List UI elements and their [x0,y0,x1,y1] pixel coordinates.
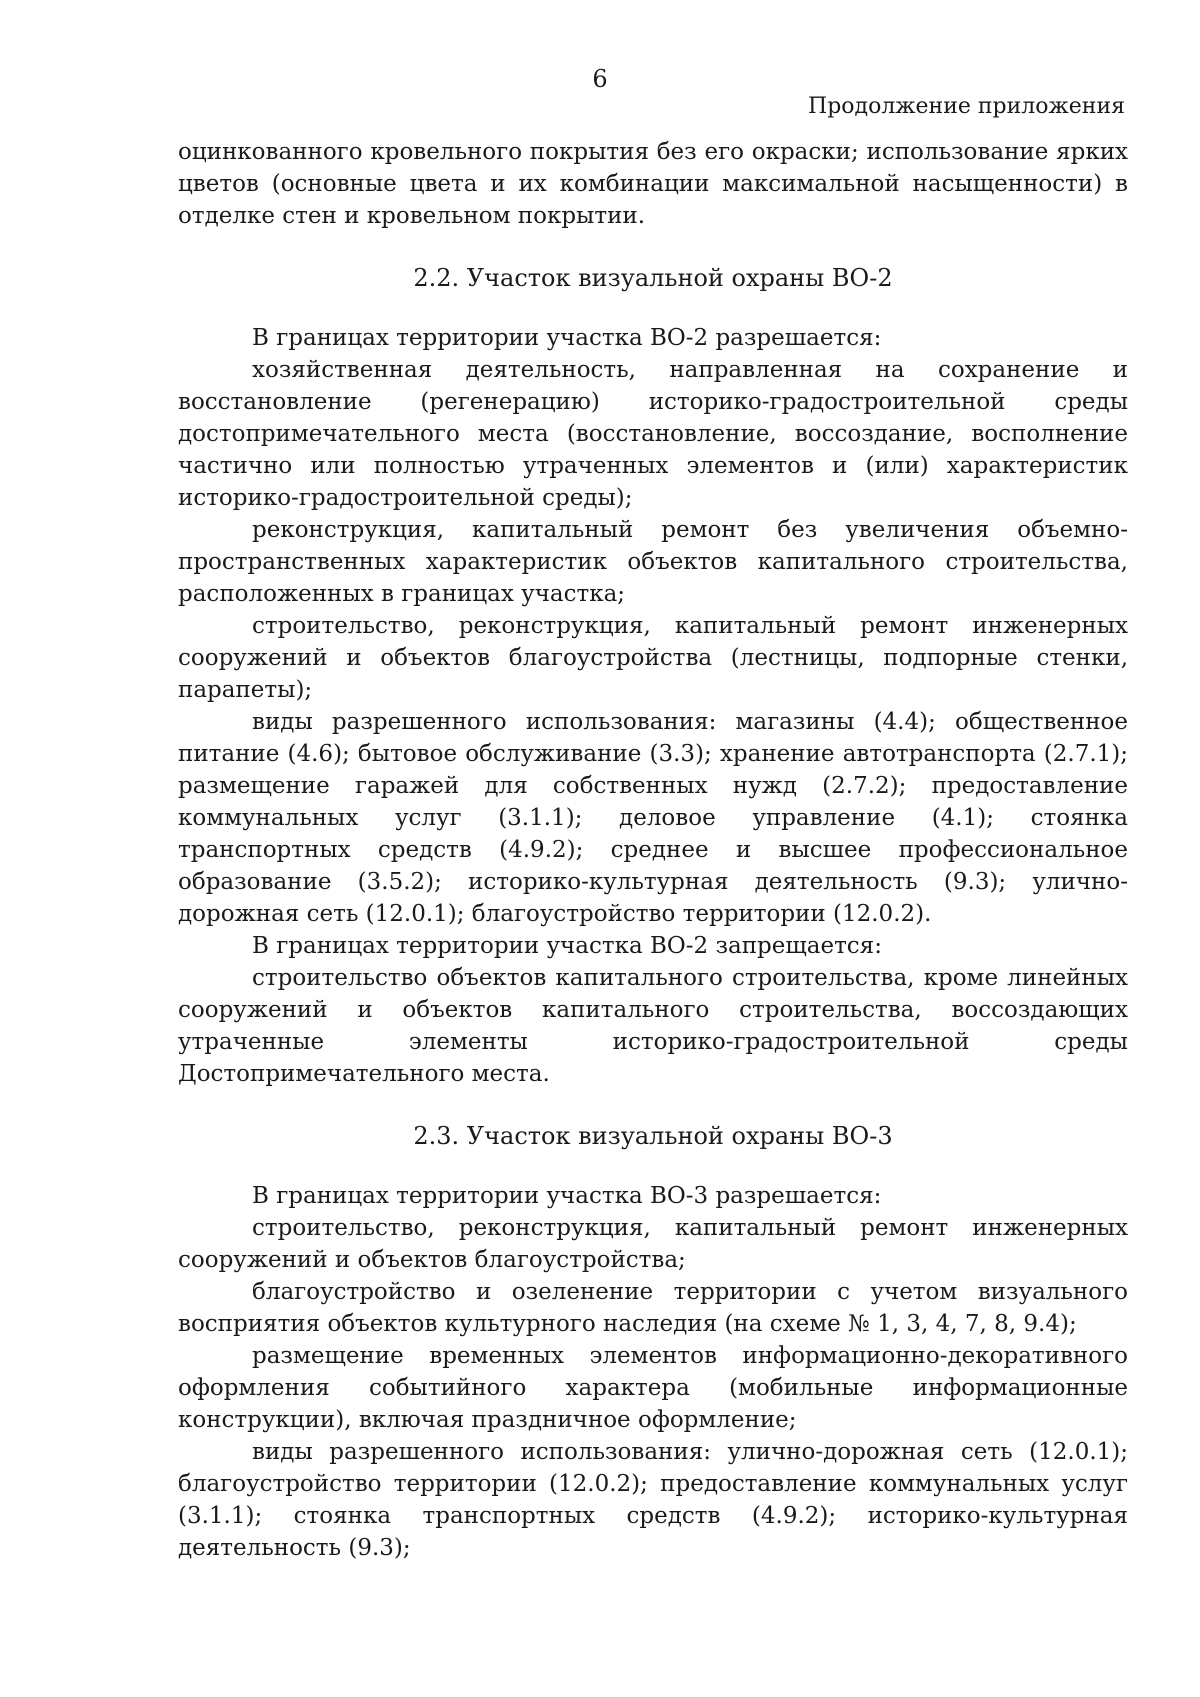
section-2-3-allowed-item: размещение временных элементов информационно-декоративного оформления событийного характера (мобильные информационные конструкции), включая праздничное оформление; [178,1343,1128,1433]
section-2-2-allowed-item: реконструкция, капитальный ремонт без увеличения объемно-пространственных характеристик объектов капитального строительства, расположенных в границах участка; [178,517,1128,607]
section-2-3-allowed-item: виды разрешенного использования: улично-дорожная сеть (12.0.1); благоустройство территории (12.0.2); предоставление коммунальных услуг (3.1.1); стоянка транспортных средств (4.9.2); историко-культурная деятельность (9.3); [178,1439,1128,1561]
section-heading-2-2: 2.2. Участок визуальной охраны ВО-2 [413,264,893,292]
running-header: Продолжение приложения [808,94,1125,119]
document-body [178,136,1128,1564]
section-2-2-allowed-item: хозяйственная деятельность, направленная на сохранение и восстановление (регенерацию) историко-градостроительной среды достопримечательного места (восстановление, воссоздание, восполнение частично или полностью утраченных элементов и (или) характеристик историко-градостроительной среды); [178,357,1128,511]
section-2-2-forbidden-item: строительство объектов капитального строительства, кроме линейных сооружений и объектов капитального строительства, воссоздающих утраченные элементы историко-градостроительной среды Достопримечательного места. [178,965,1128,1087]
section-2-3-allowed-item: строительство, реконструкция, капитальный ремонт инженерных сооружений и объектов благоустройства; [178,1215,1128,1273]
section-2-3-allowed-intro: В границах территории участка ВО-3 разрешается: [252,1183,882,1209]
section-heading-2-3: 2.3. Участок визуальной охраны ВО-3 [413,1122,893,1150]
page-number: 6 [592,65,608,93]
section-2-3-allowed-item: благоустройство и озеленение территории с учетом визуального восприятия объектов культурного наследия (на схеме № 1, 3, 4, 7, 8, 9.4); [178,1279,1128,1337]
section-2-2-allowed-intro: В границах территории участка ВО-2 разрешается: [252,325,882,351]
section-2-2-allowed-item: виды разрешенного использования: магазины (4.4); общественное питание (4.6); бытовое обслуживание (3.3); хранение автотранспорта (2.7.1); размещение гаражей для собственных нужд (2.7.2); предоставление коммунальных услуг (3.1.1); деловое управление (4.1); стоянка транспортных средств (4.9.2); среднее и высшее профессиональное образование (3.5.2); историко-культурная деятельность (9.3); улично-дорожная сеть (12.0.1); благоустройство территории (12.0.2). [178,709,1128,927]
section-2-2-allowed-item: строительство, реконструкция, капитальный ремонт инженерных сооружений и объектов благоустройства (лестницы, подпорные стенки, парапеты); [178,613,1128,703]
section-2-2-forbidden-intro: В границах территории участка ВО-2 запрещается: [252,933,882,959]
intro-paragraph: оцинкованного кровельного покрытия без его окраски; использование ярких цветов (основные цвета и их комбинации максимальной насыщенности) в отделке стен и кровельном покрытии. [178,139,1128,229]
